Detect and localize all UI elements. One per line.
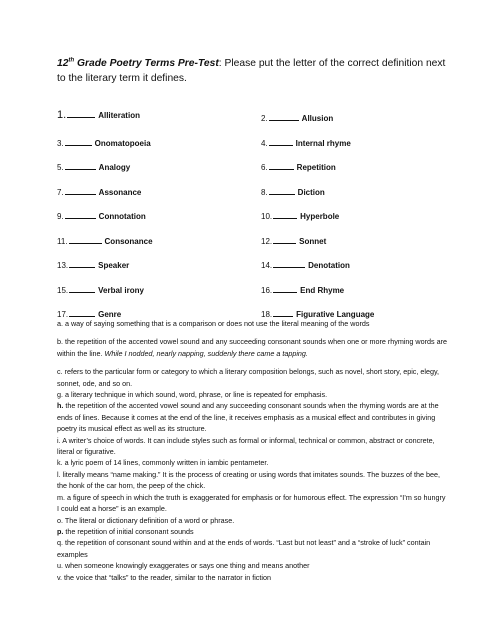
term-label: Genre xyxy=(98,310,122,319)
term-item xyxy=(57,186,141,197)
term-number: 7. xyxy=(57,187,64,197)
definition-o: o. The literal or dictionary definition of a word or phrase. xyxy=(57,515,235,525)
term-item xyxy=(57,161,130,172)
definitions-list xyxy=(57,318,447,583)
grade-superscript: th xyxy=(68,57,75,64)
term-number: 10. xyxy=(261,212,273,221)
title-instruction: : Please put the letter of the correct definition next to the literary term it defines. xyxy=(57,58,446,84)
definition-p-letter: p. xyxy=(57,526,64,536)
term-number: 3. xyxy=(57,138,64,148)
term-number: 1. xyxy=(57,109,67,121)
term-number: 4. xyxy=(261,138,268,148)
answer-blank[interactable] xyxy=(269,112,299,121)
term-item xyxy=(261,235,326,246)
answer-blank[interactable] xyxy=(273,308,293,317)
term-item xyxy=(261,137,351,148)
worksheet-title xyxy=(57,56,447,86)
definition-c: c. refers to the particular form or category to which a literary composition belongs, such as novel, short story, epic, elegy, sonnet, ode, and so on. xyxy=(57,367,440,388)
definition-u: u. when someone knowingly exaggerates or says one thing and means another xyxy=(57,561,310,571)
answer-blank[interactable] xyxy=(65,186,96,195)
term-number: 13. xyxy=(57,261,69,270)
answer-blank[interactable] xyxy=(273,210,297,219)
term-item xyxy=(57,109,140,121)
term-number: 14. xyxy=(261,261,273,270)
definition-a: a. a way of saying something that is a comparison or does not use the literal meaning of the words xyxy=(57,319,370,328)
definition-h xyxy=(57,400,447,434)
term-item xyxy=(261,186,325,197)
term-label: Alliteration xyxy=(98,111,140,120)
answer-blank[interactable] xyxy=(273,235,296,244)
term-number: 5. xyxy=(57,163,64,172)
term-item xyxy=(261,259,350,270)
definition-h-letter: h. xyxy=(57,401,64,411)
title-text: Grade Poetry Terms Pre-Test xyxy=(77,58,219,69)
answer-blank[interactable] xyxy=(67,109,95,118)
term-item xyxy=(261,284,344,295)
term-item xyxy=(261,161,336,172)
term-label: Onomatopoeia xyxy=(94,138,151,148)
answer-blank[interactable] xyxy=(69,308,95,317)
definition-i: i. A writer’s choice of words. It can include styles such as formal or informal, technical or common, abstract or concrete, literal or figurative. xyxy=(57,435,435,457)
term-item xyxy=(57,235,153,246)
term-number: 15. xyxy=(57,285,69,295)
definition-p-text: the repetition of initial consonant sounds xyxy=(63,526,194,536)
term-number: 11. xyxy=(57,236,68,246)
answer-blank[interactable] xyxy=(65,161,96,170)
term-label: Figurative Language xyxy=(296,310,375,319)
answer-blank[interactable] xyxy=(273,259,305,268)
term-label: Internal rhyme xyxy=(295,138,351,148)
definition-b-text: b. the repetition of the accented vowel sound and any succeeding consonant sounds when one or more rhyming words are within the line. xyxy=(57,337,447,358)
answer-blank[interactable] xyxy=(269,161,294,170)
term-label: Denotation xyxy=(308,261,350,270)
definition-h-text: the repetition of the accented vowel sound and any succeeding consonant sounds when the rhyming words are at the ends of lines. Because it comes at the end of the line, it receives emphasis as a musical effect and contributes in giving poetry its musical effect as well as its structure. xyxy=(57,401,439,434)
definition-m: m. a figure of speech in which the truth is exaggerated for emphasis or for humorous effect. The expression “I’m so hungry I could eat a horse” is an example. xyxy=(57,492,446,514)
term-number: 8. xyxy=(261,187,268,197)
term-label: Allusion xyxy=(301,114,334,123)
answer-blank[interactable] xyxy=(69,235,102,244)
term-number: 12. xyxy=(261,236,273,246)
term-item xyxy=(261,112,333,123)
term-label: Speaker xyxy=(98,261,130,270)
term-number: 2. xyxy=(261,114,268,123)
term-item xyxy=(57,259,129,270)
definition-g: g. a literary technique in which sound, word, phrase, or line is repeated for emphasis. xyxy=(57,390,328,400)
answer-blank[interactable] xyxy=(65,210,96,219)
term-label: Hyperbole xyxy=(300,212,340,221)
answer-blank[interactable] xyxy=(269,137,293,146)
answer-blank[interactable] xyxy=(65,137,92,146)
definition-q: q. the repetition of consonant sound within and at the ends of words. “Last but not least” and a “stroke of luck” contain examples xyxy=(57,538,431,559)
term-item xyxy=(57,137,151,148)
term-label: Connotation xyxy=(98,212,146,221)
term-label: Analogy xyxy=(98,163,131,172)
term-item xyxy=(261,210,339,221)
answer-blank[interactable] xyxy=(273,284,297,293)
definition-b xyxy=(57,336,447,359)
term-label: End Rhyme xyxy=(300,285,345,295)
grade-number: 12 xyxy=(57,58,69,69)
term-item xyxy=(57,284,144,295)
title-heading xyxy=(57,58,219,69)
term-label: Diction xyxy=(297,187,325,197)
term-number: 17. xyxy=(57,310,69,319)
term-label: Sonnet xyxy=(299,236,327,246)
definition-l: l. literally means “name making.” It is the process of creating or using words that imitates sounds. The buzzes of the bee, the honk of the car horn, the peep of the chick. xyxy=(57,469,440,491)
term-number: 6. xyxy=(261,163,268,172)
definition-v: v. the voice that “talks” to the reader, similar to the narrator in fiction xyxy=(57,572,271,582)
answer-blank[interactable] xyxy=(269,186,295,195)
term-label: Consonance xyxy=(104,236,153,246)
term-label: Repetition xyxy=(296,163,336,172)
term-item xyxy=(57,210,146,221)
term-number: 9. xyxy=(57,212,64,221)
answer-blank[interactable] xyxy=(69,259,95,268)
definition-p xyxy=(57,526,447,537)
definition-b-example: While I nodded, nearly napping, suddenly there came a tapping. xyxy=(104,348,308,358)
term-label: Verbal irony xyxy=(98,285,144,295)
term-label: Assonance xyxy=(98,187,142,197)
answer-blank[interactable] xyxy=(69,284,95,293)
term-number: 16. xyxy=(261,285,273,295)
definition-k: k. a lyric poem of 14 lines, commonly written in iambic pentameter. xyxy=(57,458,269,468)
term-number: 18. xyxy=(261,310,273,319)
